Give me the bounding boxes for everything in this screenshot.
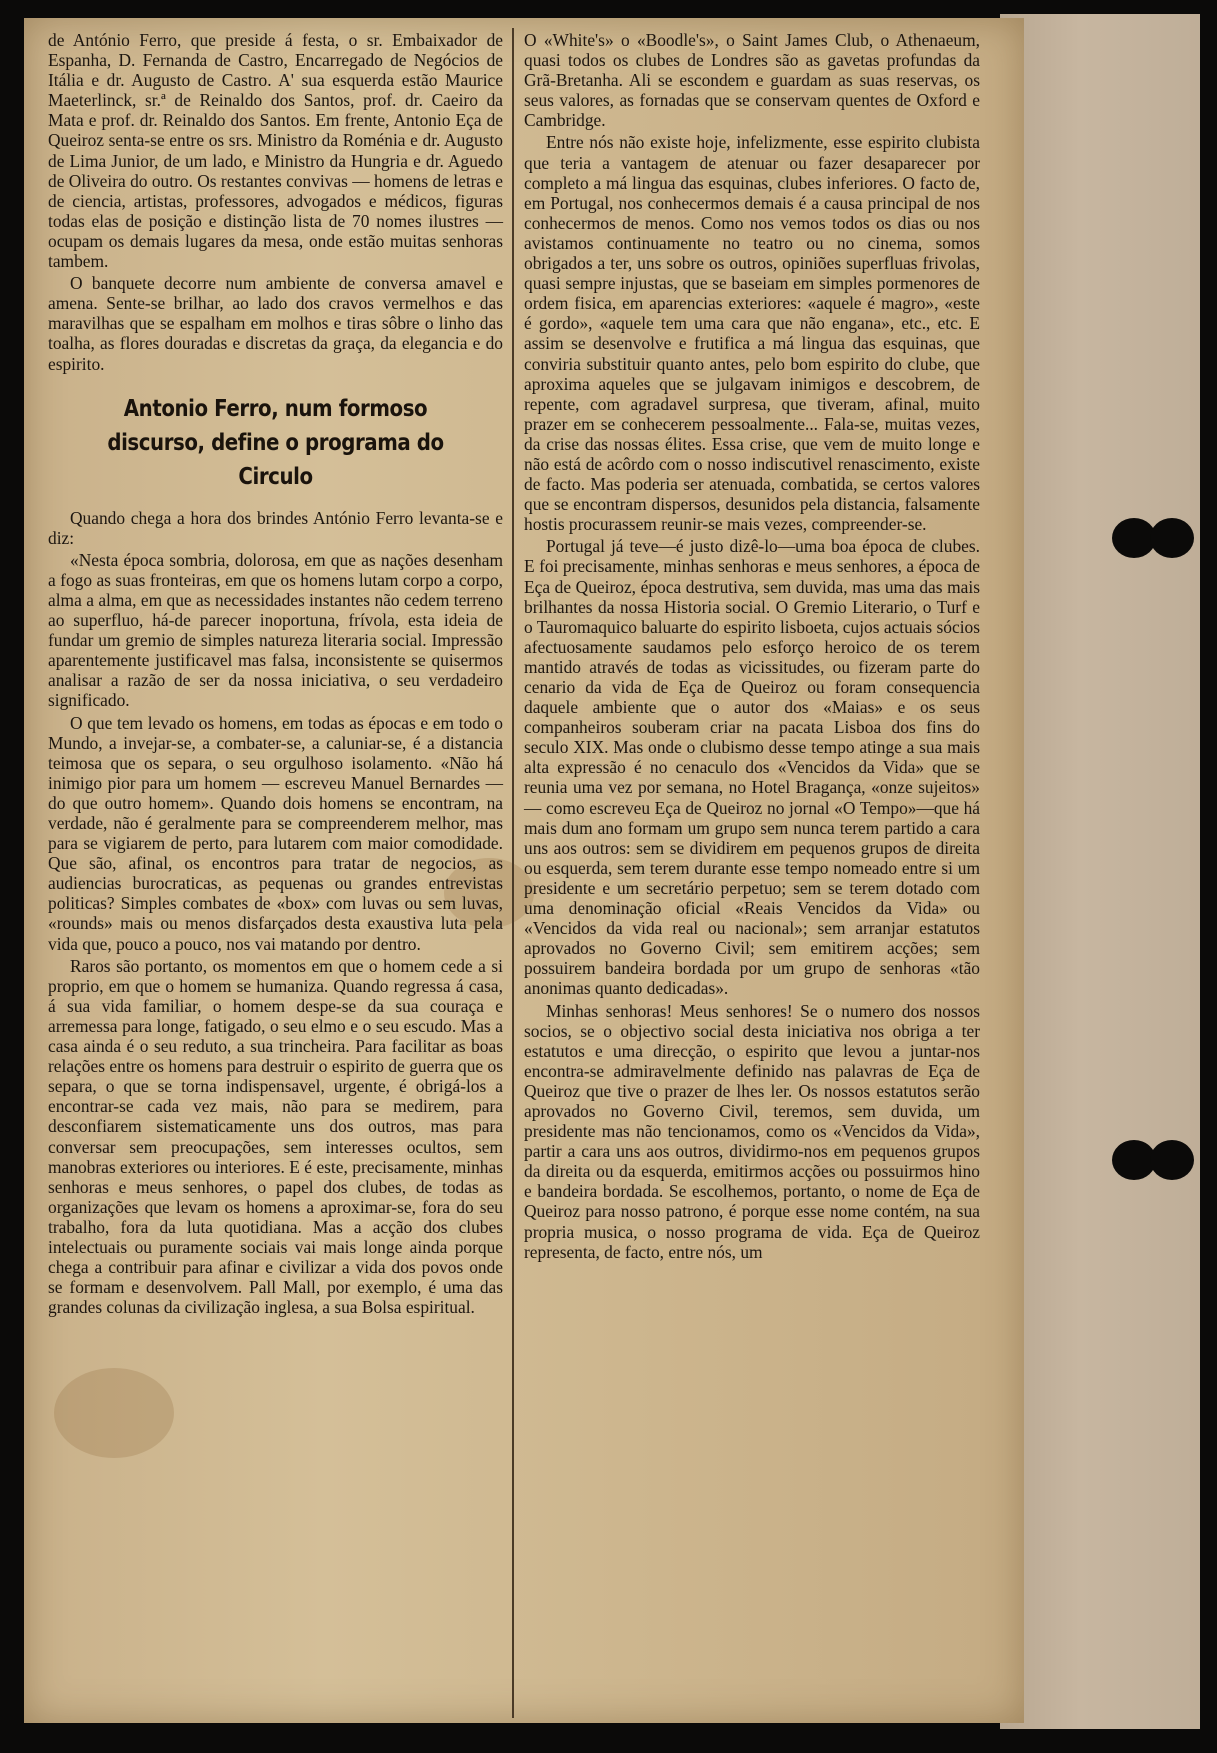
body-paragraph: O que tem levado os homens, em todas as épocas e em todo o Mundo, a invejar-se, a combater-se, a caluniar-se, é a distancia teimosa que os separa, o seu orgulhoso isolamento. «Não há inimigo pior para um homem — escreveu Manuel Bernardes — do que outro homem». Quando dois homens se encontram, na verdade, não é geralmente para se compreenderem melhor, mas para se vigiarem de perto, para lutarem com maior comodidade. Que são, afinal, os encontros para tratar de negocios, as audiencias burocraticas, as pequenas ou grandes entrevistas politicas? Simples combates de «box» com luvas ou sem luvas, «rounds» mais ou menos disfarçados desta exaustiva luta pela vida que, pouco a pouco, nos vai matando por dentro. <box>48 712 503 954</box>
body-paragraph: «Nesta época sombria, dolorosa, em que as nações desenham a fogo as suas fronteiras, em que os homens lutam corpo a corpo, alma a alma, em que as necessidades instantes não cedem terreno ao superfluo, há-de parecer inoportuna, frívola, esta ideia de fundar um gremio de simples natureza literaria social. Impressão aparentemente justificavel mas falsa, inconsistente se quisermos analisar a razão de ser da nossa iniciativa, o seu verdadeiro significado. <box>48 549 503 711</box>
body-paragraph: Entre nós não existe hoje, infelizmente, esse espirito clubista que teria a vantagem de atenuar ou fazer desaparecer por completo a má lingua das esquinas, clubes inferiores. O facto de, em Portugal, nos conhecermos demais é a causa principal de nos conhecermos de menos. Como nos vemos todos os dias ou nos avistamos continuamente no teatro ou no cinema, somos obrigados a ter, uns sobre os outros, opiniões superfluas frivolas, quasi sempre injustas, que se baseiam em simples pormenores de ordem fisica, em aparencias exteriores: «aquele é magro», «este é gordo», «aquele tem uma cara que não engana», etc., etc. E assim se desenvolve e frutifica a má lingua das esquinas, que conviria substituir quanto antes, pelo bom espirito do clube, que aproxima aqueles que se julgavam inimigos e descobrem, de repente, com agradavel surpresa, que tiveram, afinal, muito prazer em se conhecerem pessoalmente... Fala-se, muitas vezes, da crise das nossas élites. Essa crise, que vem de muito longe e não está de acôrdo com o nosso indiscutivel renascimento, existe de facto. Mas poderia ser atenuada, combatida, se certos valores que se encontram dispersos, desunidos pela distancia, falsamente hostis procurassem reunir-se mais vezes, compreender-se. <box>524 132 980 535</box>
body-paragraph: Portugal já teve—é justo dizê-lo—uma boa época de clubes. E foi precisamente, minhas senhoras e meus senhores, a época de Eça de Queiroz, época destrutiva, sem duvida, mas uma das mais brilhantes da nossa Historia social. O Gremio Literario, o Turf e o Tauromaquico baluarte do espirito lisboeta, cujos actuais sócios afectuosamente saudamos pelo esforço heroico de os terem mantido através de todas as vicissitudes, ou fizeram parte do cenario da vida de Eça de Queiroz ou foram consequencia daquele ambiente que o autor dos «Maias» e os seus companheiros souberam criar na pacata Lisboa dos fins do seculo XIX. Mas onde o clubismo desse tempo atinge a sua mais alta expressão é no cenaculo dos «Vencidos da Vida» que se reunia uma vez por semana, no Hotel Bragança, «onze sujeitos» — como escreveu Eça de Queiroz no jornal «O Tempo»—que há mais dum ano formam um grupo sem nunca terem partido a cara uns aos outros: sem se dividirem em pequenos grupos de direita ou esquerda, sem terem durante esse tempo nomeado entre si um presidente e um secretário perpetuo; sem se terem dotado com uma denominação oficial «Reais Vencidos da Vida» ou «Vencidos da vida real ou nacional»; sem arranjar estatutos aprovados no Governo Civil; sem emitirem acções; sem possuirem bandeira bordada por um grupo de senhoras «tão anonimas quanto dedicadas». <box>524 536 980 999</box>
body-paragraph: Quando chega a hora dos brindes António Ferro levanta-se e diz: <box>48 507 503 548</box>
paper-stain <box>54 1368 174 1458</box>
backing-card <box>1000 14 1200 1729</box>
body-paragraph: Raros são portanto, os momentos em que o homem cede a si proprio, em que o homem se humaniza. Quando regressa á casa, á sua vida familiar, o homem despe-se da sua couraça e arremessa para longe, fatigado, o seu elmo e o seu escudo. Mas a casa ainda é o seu reduto, a sua trincheira. Para facilitar as boas relações entre os homens para destruir o espirito de guerra que os separa, o que se torna indispensavel, urgente, é obrigá-los a encontrar-se cada vez mais, não para se medirem, para desconfiarem sistematicamente uns dos outros, mas para conversar sem preocupações, sem interesses ocultos, sem manobras exteriores ou interiores. E é este, precisamente, minhas senhoras e meus senhores, o papel dos clubes, de todas as organizações que levam os homens a aproximar-se, fora do seu trabalho, fora da luta quotidiana. Mas a acção dos clubes intelectuais ou puramente sociais vai mais longe ainda porque chega a contribuir para afinar e civilizar a vida dos povos onde se formam e desenvolvem. Pall Mall, por exemplo, é uma das grandes colunas da civilização inglesa, a sua Bolsa espiritual. <box>48 955 503 1318</box>
right-column <box>524 30 980 1262</box>
section-headline: Antonio Ferro, num formoso discurso, define o programa do Circulo <box>107 395 444 490</box>
column-rule <box>512 28 514 1718</box>
body-paragraph: de António Ferro, que preside á festa, o sr. Embaixador de Espanha, D. Fernanda de Castro, Encarregado de Negócios de Itália e dr. Augusto de Castro. A' sua esquerda estão Maurice Maeterlinck, sr.ª de Reinaldo dos Santos, prof. dr. Caeiro da Mata e prof. dr. Reinaldo dos Santos. Em frente, Antonio Eça de Queiroz senta-se entre os srs. Ministro da Roménia e dr. Augusto de Lima Junior, de um lado, e Ministro da Hungria e dr. Aguedo de Oliveira do outro. Os restantes convivas — homens de letras e de ciencia, artistas, professores, advogados e médicos, figuras todas elas de posição e distinção lista de 70 nomes ilustres — ocupam os demais lugares da mesa, onde estão muitas senhoras tambem. <box>48 30 503 272</box>
body-paragraph: O «White's» o «Boodle's», o Saint James Club, o Athenaeum, quasi todos os clubes de Londres são as gavetas profundas da Grã-Bretanha. Ali se escondem e guardam as suas reservas, os seus valores, as fornadas que se conservam quentes de Oxford e Cambridge. <box>524 30 980 131</box>
left-column <box>48 30 503 1317</box>
punch-hole <box>1150 518 1194 558</box>
body-paragraph: Minhas senhoras! Meus senhores! Se o numero dos nossos socios, se o objectivo social desta iniciativa nos obriga a ter estatutos e uma direcção, o espirito que levou a juntar-nos encontra-se admiravelmente definido nas palavras de Eça de Queiroz que tive o prazer de lhes ler. Os nossos estatutos serão aprovados no Governo Civil, teremos, sem duvida, um presidente mas não tencionamos, como os «Vencidos da Vida», partir a cara uns aos outros, dividirmo-nos em pequenos grupos da direita ou da esquerda, emitirmos acções ou possuirmos hino e bandeira bordada. Se escolhemos, portanto, o nome de Eça de Queiroz para nosso patrono, é porque esse nome contém, na sua propria musica, o nosso programa de vida. Eça de Queiroz representa, de facto, entre nós, um <box>524 1000 980 1262</box>
body-paragraph: O banquete decorre num ambiente de conversa amavel e amena. Sente-se brilhar, ao lado dos cravos vermelhos e das maravilhas que se espalham em molhos e tiras sôbre o linho das toalha, as flores douradas e discretas da graça, da elegancia e do espirito. <box>48 273 503 374</box>
punch-hole <box>1150 1140 1194 1180</box>
